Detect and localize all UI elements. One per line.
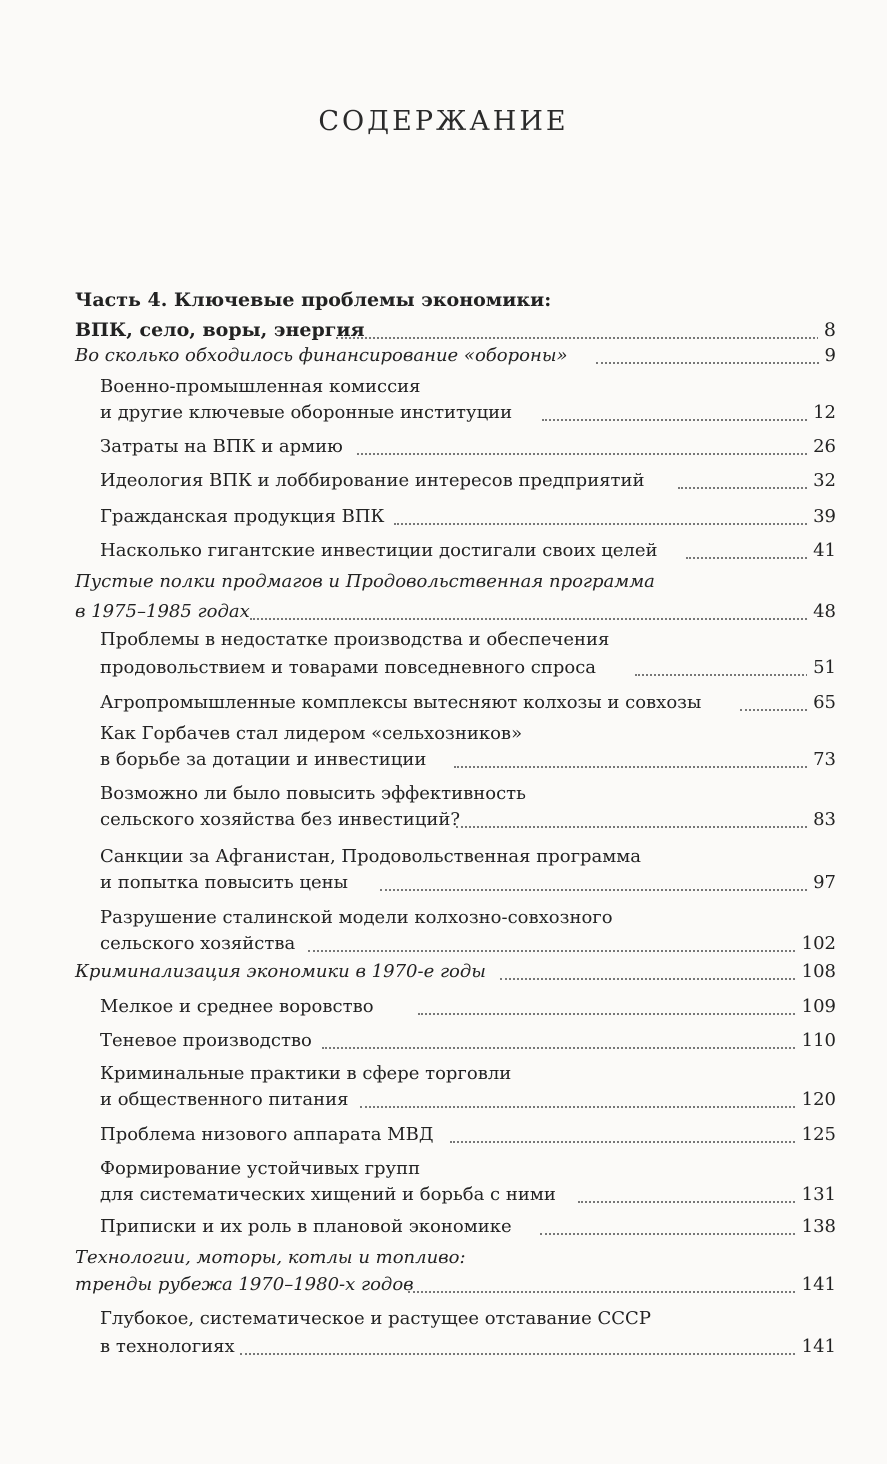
toc-entry-text: Санкции за Афганистан, Продовольственная программа [100, 846, 641, 867]
toc-page-number: 8 [818, 317, 836, 344]
dot-leader [635, 647, 827, 676]
toc-page-number: 12 [807, 399, 836, 426]
toc-page-number: 120 [796, 1086, 836, 1113]
dot-leader [357, 426, 827, 455]
dot-leader [578, 1174, 827, 1203]
dot-leader [454, 739, 827, 768]
toc-entry-text: для систематических хищений и борьба с ними [100, 1184, 556, 1205]
dot-leader [322, 1020, 827, 1049]
dot-leader [686, 530, 827, 559]
toc-entry-text: Затраты на ВПК и армию [100, 436, 343, 457]
toc-page-number: 108 [796, 958, 836, 985]
toc-entry-text: Приписки и их роль в плановой экономике [100, 1216, 512, 1237]
toc-entry-text: Насколько гигантские инвестиции достигали своих целей [100, 540, 658, 561]
toc-entry-text: Возможно ли было повысить эффективность [100, 783, 526, 804]
toc-entry-text: Формирование устойчивых групп [100, 1158, 421, 1179]
toc-page-number: 73 [807, 746, 836, 773]
toc-page-number: 39 [807, 503, 836, 530]
toc-entry-text: в 1975–1985 годах [75, 601, 250, 622]
toc-entry-text: Пустые полки продмагов и Продовольственная программа [75, 571, 655, 592]
toc-page-number: 26 [807, 433, 836, 460]
toc-page-number: 102 [796, 930, 836, 957]
toc-page-number: 141 [796, 1333, 836, 1360]
toc-entry-text: в технологиях [100, 1336, 235, 1357]
dot-leader [408, 1264, 827, 1293]
dot-leader [500, 951, 827, 980]
toc-entry-text: сельского хозяйства без инвестиций? [100, 809, 460, 830]
toc-entry-text: тренды рубежа 1970–1980-х годов [75, 1274, 414, 1295]
dot-leader [450, 1114, 827, 1143]
toc-page-number: 32 [807, 467, 836, 494]
dot-leader [596, 335, 827, 364]
toc-page-number: 65 [807, 689, 836, 716]
toc-page-number: 125 [796, 1121, 836, 1148]
toc-entry-text: сельского хозяйства [100, 933, 296, 954]
toc-entry-text: Криминализация экономики в 1970-е годы [75, 961, 486, 982]
toc-entry-text: продовольствием и товарами повседневного спроса [100, 657, 597, 678]
dot-leader [678, 460, 827, 489]
toc-entry-text: и попытка повысить цены [100, 872, 348, 893]
dot-leader [380, 862, 827, 891]
toc-entry-text: Мелкое и среднее воровство [100, 996, 374, 1017]
toc-entry-text: в борьбе за дотации и инвестиции [100, 749, 427, 770]
dot-leader [542, 392, 827, 421]
dot-leader [418, 986, 827, 1015]
toc-entry-text: Гражданская продукция ВПК [100, 506, 385, 527]
toc-page-number: 110 [796, 1027, 836, 1054]
dot-leader [308, 923, 827, 952]
toc-entry-text: Глубокое, систематическое и растущее отставание СССР [100, 1308, 651, 1329]
dot-leader [394, 496, 827, 525]
toc-page-number: 131 [796, 1181, 836, 1208]
toc-entry-text: Агропромышленные комплексы вытесняют колхозы и совхозы [100, 692, 702, 713]
toc-entry-text: и другие ключевые оборонные институции [100, 402, 513, 423]
toc-entry-text: ВПК, село, воры, энергия [75, 319, 365, 341]
toc-entry-text: Как Горбачев стал лидером «сельхозников» [100, 723, 523, 744]
toc-entry-text: Криминальные практики в сфере торговли [100, 1063, 512, 1084]
toc-entry-text: Проблема низового аппарата МВД [100, 1124, 434, 1145]
toc-entry-text: Идеология ВПК и лоббирование интересов предприятий [100, 470, 645, 491]
toc-page-number: 97 [807, 869, 836, 896]
dot-leader [250, 591, 827, 620]
page-title: СОДЕРЖАНИЕ [318, 106, 569, 137]
dot-leader [240, 1326, 827, 1355]
toc-page-number: 51 [807, 654, 836, 681]
toc-entry-text: Технологии, моторы, котлы и топливо: [75, 1247, 466, 1268]
dot-leader [540, 1206, 827, 1235]
toc-entry-text: Во сколько обходилось финансирование «обороны» [75, 345, 568, 366]
dot-leader [456, 799, 827, 828]
toc-page-number: 138 [796, 1213, 836, 1240]
toc-entry-text: Разрушение сталинской модели колхозно-совхозного [100, 907, 613, 928]
toc-entry-text: Часть 4. Ключевые проблемы экономики: [75, 289, 552, 311]
toc-page-number: 41 [807, 537, 836, 564]
toc-entry-text: и общественного питания [100, 1089, 349, 1110]
toc-entry-text: Теневое производство [100, 1030, 312, 1051]
dot-leader [360, 1079, 827, 1108]
toc-page-number: 141 [796, 1271, 836, 1298]
toc-page-number: 83 [807, 806, 836, 833]
toc-page-number: 9 [819, 342, 836, 369]
toc-page-number: 109 [796, 993, 836, 1020]
toc-entry-text: Военно-промышленная комиссия [100, 376, 421, 397]
toc-page-number: 48 [807, 598, 836, 625]
toc-entry-text: Проблемы в недостатке производства и обеспечения [100, 629, 610, 650]
